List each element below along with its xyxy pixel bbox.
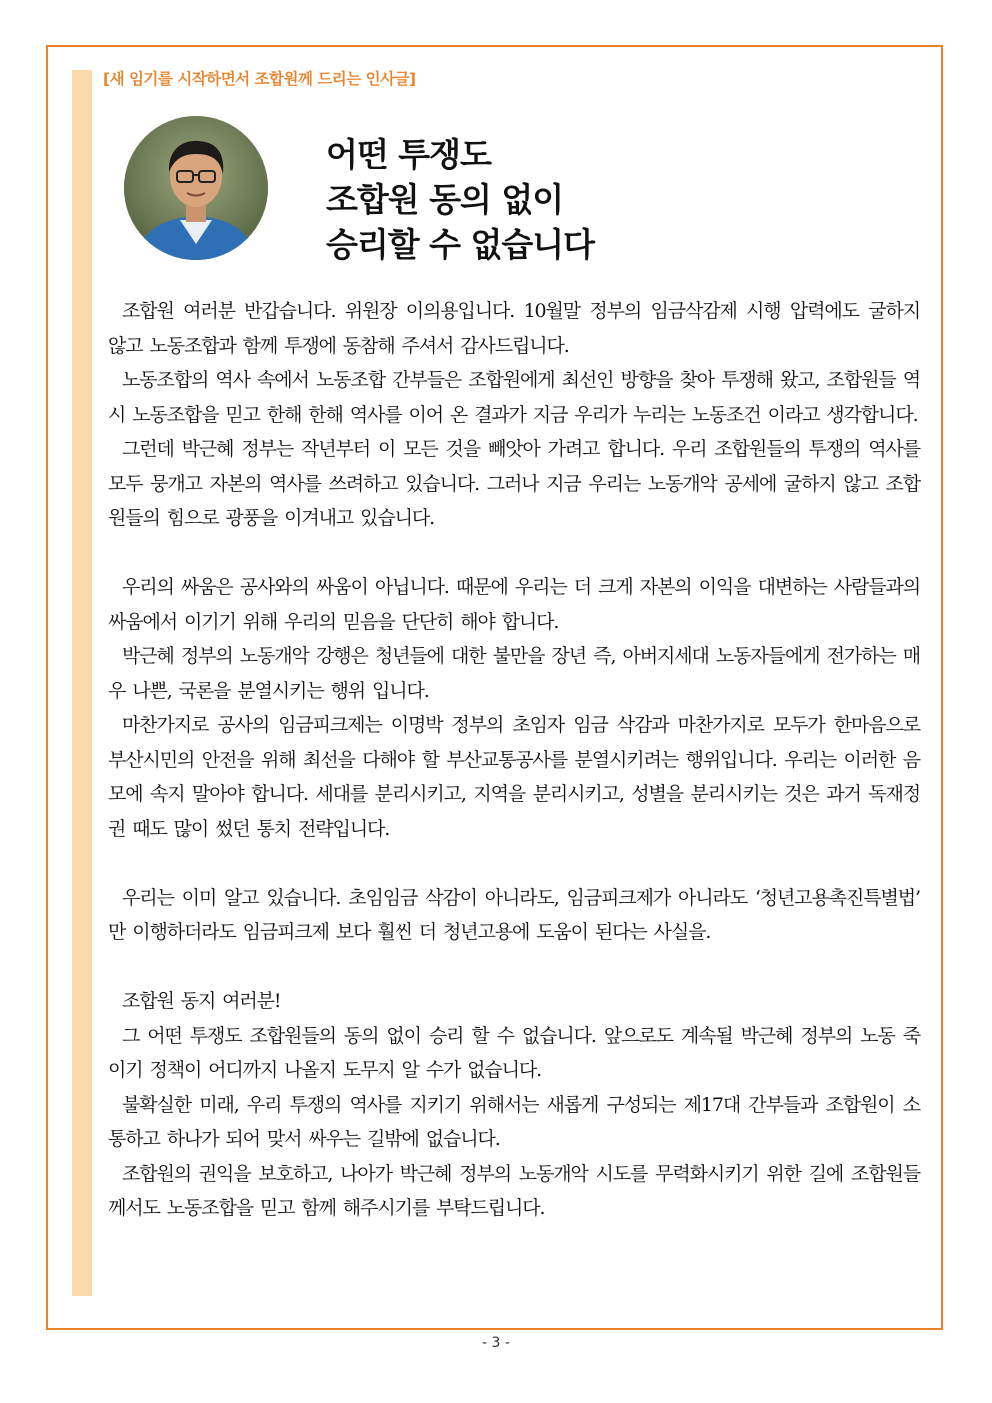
paragraph: 조합원 동지 여러분! [122,990,281,1012]
paragraph: 노동조합의 역사 속에서 노동조합 간부들은 조합원에게 최선인 방향을 찾아 투쟁해 왔고, 조합원들 역시 노동조합을 믿고 한해 한해 역사를 이어 온 결과가 지금 우리가 누리는 노동조건 이라고 생각합니다. [108,369,920,426]
paragraph: 마찬가지로 공사의 임금피크제는 이명박 정부의 초임자 임금 삭감과 마찬가지로 모두가 한마음으로 부산시민의 안전을 위해 최선을 다해야 할 부산교통공사를 분열시키려는 행위입니다. 우리는 이러한 음모에 속지 말아야 합니다. 세대를 분리시키고, 지역을 분리시키고, 성별을 분리시키는 것은 과거 독재정권 때도 많이 썼던 통치 전략입니다. [108,714,920,840]
headline-line: 어떤 투쟁도 [326,135,491,174]
paragraph-gap [108,536,920,571]
page-number: - 3 - [482,1335,510,1351]
letter-body [108,294,920,1226]
portrait-photo [124,116,268,260]
headline [326,132,594,267]
headline-line: 조합원 동의 없이 [326,180,564,219]
paragraph-gap [108,950,920,985]
paragraph: 조합원 여러분 반갑습니다. 위원장 이의용입니다. 10월말 정부의 임금삭감제 시행 압력에도 굴하지 않고 노동조합과 함께 투쟁에 동참해 주셔서 감사드립니다. [108,300,920,357]
paragraph: 박근혜 정부의 노동개악 강행은 청년들에 대한 불만을 장년 즉, 아버지세대 노동자들에게 전가하는 매우 나쁜, 국론을 분열시키는 행위 입니다. [108,645,920,702]
decorative-side-bar [72,70,92,1296]
paragraph: 조합원의 권익을 보호하고, 나아가 박근혜 정부의 노동개악 시도를 무력화시키기 위한 길에 조합원들께서도 노동조합을 믿고 함께 해주시기를 부탁드립니다. [108,1162,920,1219]
paragraph-gap [108,846,920,881]
person-portrait-icon [124,116,268,260]
headline-line: 승리할 수 없습니다 [326,225,595,264]
section-label: [새 임기를 시작하면서 조합원께 드리는 인사글] [103,70,416,88]
paragraph: 그런데 박근혜 정부는 작년부터 이 모든 것을 빼앗아 가려고 합니다. 우리 조합원들의 투쟁의 역사를 모두 뭉개고 자본의 역사를 쓰려하고 있습니다. 그러나 지금 우리는 노동개악 공세에 굴하지 않고 조합원들의 힘으로 광풍을 이겨내고 있습니다. [108,438,920,529]
paragraph: 불확실한 미래, 우리 투쟁의 역사를 지키기 위해서는 새롭게 구성되는 제17대 간부들과 조합원이 소통하고 하나가 되어 맞서 싸우는 길밖에 없습니다. [108,1093,920,1150]
paragraph: 우리는 이미 알고 있습니다. 초임임금 삭감이 아니라도, 임금피크제가 아니라도 ‘청년고용촉진특별법’ 만 이행하더라도 임금피크제 보다 훨씬 더 청년고용에 도움이 된다는 사실을. [108,886,920,943]
paragraph: 그 어떤 투쟁도 조합원들의 동의 없이 승리 할 수 없습니다. 앞으로도 계속될 박근혜 정부의 노동 죽이기 정책이 어디까지 나올지 도무지 알 수가 없습니다. [108,1024,920,1081]
paragraph: 우리의 싸움은 공사와의 싸움이 아닙니다. 때문에 우리는 더 크게 자본의 이익을 대변하는 사람들과의 싸움에서 이기기 위해 우리의 믿음을 단단히 해야 합니다. [108,576,920,633]
